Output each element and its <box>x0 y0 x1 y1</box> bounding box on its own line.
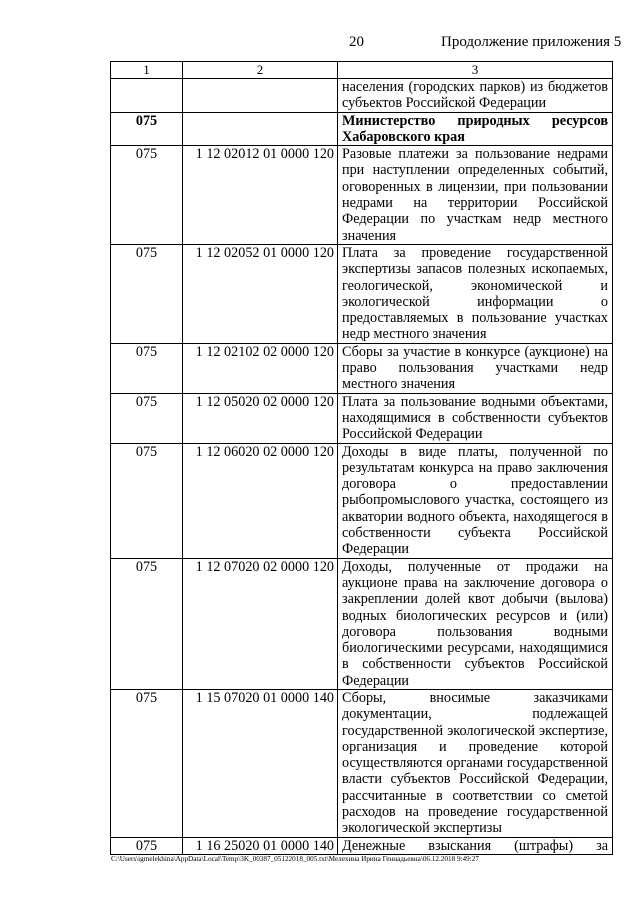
revenue-code-cell: 1 12 02052 01 0000 120 <box>183 244 338 343</box>
revenue-description-cell: Доходы, полученные от продажи на аукционе права на заключение договора о закреплении долей квот добычи (вылова) водных биологических ресурсов и (или) договора пользования водными биологическими ресурсами, находящимися в собственности субъектов Российской Федерации <box>338 558 613 689</box>
administrator-code-cell <box>111 79 183 113</box>
administrator-code-cell: 075 <box>111 393 183 443</box>
revenue-description-cell: Доходы в виде платы, полученной по результатам конкурса на право заключения договора о предоставлении рыбопромыслового участка, состоящего из акватории водного объекта, находящегося в собственности субъекта Российской Федерации <box>338 443 613 558</box>
revenue-description-cell: Денежные взыскания (штрафы) за <box>338 837 613 854</box>
page-number: 20 <box>349 34 364 50</box>
revenue-code-cell: 1 12 02012 01 0000 120 <box>183 146 338 245</box>
administrator-code-cell: 075 <box>111 837 183 854</box>
ministry-name-cell: Министерство природных ресурсов Хабаровского края <box>338 112 613 146</box>
file-path-footer: C:\Users\igmelekhina\AppData\Local\Temp\3K_00387_05122018_005.txt\Мелехина Ирина Геннадьевна\06.12.2018 9:49:27 <box>111 855 479 863</box>
administrator-code-cell: 075 <box>111 343 183 393</box>
administrator-code-cell: 075 <box>111 112 183 146</box>
column-number-row <box>111 62 613 79</box>
column-number: 3 <box>338 62 613 79</box>
table-row <box>111 443 613 558</box>
administrator-code-cell: 075 <box>111 244 183 343</box>
revenue-code-cell: 1 12 02102 02 0000 120 <box>183 343 338 393</box>
table-row <box>111 112 613 146</box>
revenue-code-cell <box>183 79 338 113</box>
revenue-code-cell: 1 15 07020 01 0000 140 <box>183 689 338 837</box>
continuation-note: Продолжение приложения 5 <box>441 34 622 50</box>
table-row <box>111 343 613 393</box>
revenue-code-cell: 1 12 06020 02 0000 120 <box>183 443 338 558</box>
table-row <box>111 244 613 343</box>
column-number: 2 <box>183 62 338 79</box>
table-row <box>111 689 613 837</box>
table-row <box>111 393 613 443</box>
table-row <box>111 79 613 113</box>
administrator-code-cell: 075 <box>111 558 183 689</box>
table-row <box>111 146 613 245</box>
administrator-code-cell: 075 <box>111 146 183 245</box>
revenue-code-cell: 1 12 07020 02 0000 120 <box>183 558 338 689</box>
revenue-description-cell: Разовые платежи за пользование недрами при наступлении определенных событий, оговоренных в лицензии, при пользовании недрами на территории Российской Федерации по участкам недр местного значения <box>338 146 613 245</box>
administrator-code-cell: 075 <box>111 443 183 558</box>
table-row <box>111 837 613 854</box>
administrator-code-cell: 075 <box>111 689 183 837</box>
revenue-description-cell: Сборы за участие в конкурсе (аукционе) на право пользования участками недр местного значения <box>338 343 613 393</box>
revenue-code-cell: 1 16 25020 01 0000 140 <box>183 837 338 854</box>
table-row <box>111 558 613 689</box>
revenue-description-cell: населения (городских парков) из бюджетов субъектов Российской Федерации <box>338 79 613 113</box>
revenue-codes-table <box>110 61 613 855</box>
revenue-description-cell: Плата за пользование водными объектами, находящимися в собственности субъектов Российской Федерации <box>338 393 613 443</box>
revenue-description-cell: Сборы, вносимые заказчиками документации, подлежащей государственной экологической экспертизе, организация и проведение которой осуществляются органами государственной власти субъектов Российской Федерации, рассчитанные в соответствии со сметой расходов на проведение государственной экологической экспертизы <box>338 689 613 837</box>
column-number: 1 <box>111 62 183 79</box>
revenue-code-cell <box>183 112 338 146</box>
revenue-code-cell: 1 12 05020 02 0000 120 <box>183 393 338 443</box>
revenue-description-cell: Плата за проведение государственной экспертизы запасов полезных ископаемых, геологической, экономической и экологической информации о предоставляемых в пользование участках недр местного значения <box>338 244 613 343</box>
